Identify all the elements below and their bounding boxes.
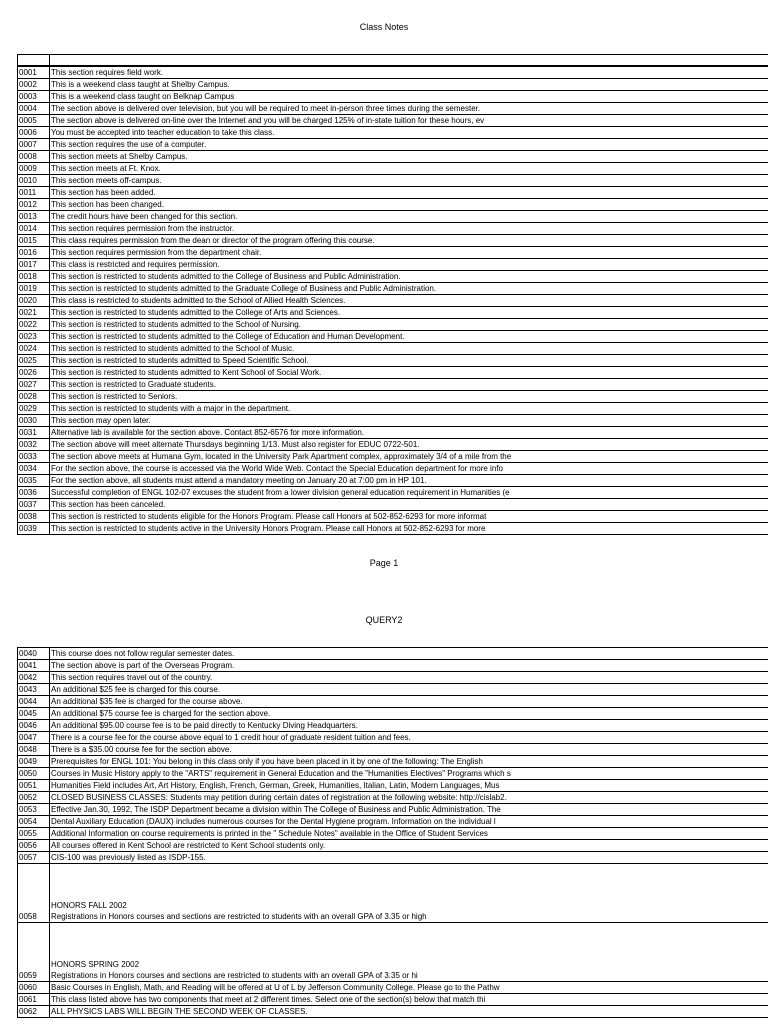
- table-row: [18, 103, 768, 115]
- note-code: 0005: [18, 115, 50, 127]
- table-row: [18, 319, 768, 331]
- note-text: This is a weekend class taught at Shelby Campus.: [50, 79, 768, 91]
- note-code: 0031: [18, 427, 50, 439]
- note-text: This section is restricted to students admitted to the College of Education and Human Development.: [50, 331, 768, 343]
- note-text: This section has been added.: [50, 187, 768, 199]
- note-text: Effective Jan.30, 1992, The ISDP Department became a division within The College of Business and Public Administration. The: [50, 804, 768, 816]
- note-code: 0033: [18, 451, 50, 463]
- note-code: 0021: [18, 307, 50, 319]
- note-text: This section has been canceled.: [50, 499, 768, 511]
- note-text: There is a $35.00 course fee for the section above.: [50, 744, 768, 756]
- note-code: 0026: [18, 367, 50, 379]
- note-text: There is a course fee for the course above equal to 1 credit hour of graduate resident tuition and fees.: [50, 732, 768, 744]
- table-row: [18, 367, 768, 379]
- table-row: [18, 127, 768, 139]
- note-code: 0025: [18, 355, 50, 367]
- note-code: 0055: [18, 828, 50, 840]
- note-code: 0045: [18, 708, 50, 720]
- table-row: [18, 732, 768, 744]
- note-code: 0042: [18, 672, 50, 684]
- table-row: [18, 648, 768, 660]
- header-code-cell: [18, 55, 50, 67]
- note-text: Dental Auxiliary Education (DAUX) includes numerous courses for the Dental Hygiene program. Information on the individual l: [50, 816, 768, 828]
- note-text: This section is restricted to students with a major in the department.: [50, 403, 768, 415]
- table-row: [18, 247, 768, 259]
- note-code: 0054: [18, 816, 50, 828]
- note-text: Prerequisites for ENGL 101: You belong in this class only if you have been placed in it by one of the following: The English: [50, 756, 768, 768]
- note-text-line: Registrations in Honors courses and sections are restricted to students with an overall GPA of 3.35 or hi: [51, 971, 418, 980]
- table-row: [18, 792, 768, 804]
- note-text: The section above is delivered over television, but you will be required to meet in-person three times during the semester.: [50, 103, 768, 115]
- table-row: [18, 415, 768, 427]
- note-text: An additional $75 course fee is charged for the section above.: [50, 708, 768, 720]
- note-code: 0047: [18, 732, 50, 744]
- note-text: This section is restricted to Graduate students.: [50, 379, 768, 391]
- note-code: 0035: [18, 475, 50, 487]
- note-text: [50, 923, 768, 982]
- note-text: This is a weekend class taught on Belknap Campus: [50, 91, 768, 103]
- note-code: 0008: [18, 151, 50, 163]
- note-text: This section is restricted to students admitted to the Graduate College of Business and Public Administration.: [50, 283, 768, 295]
- table-row: [18, 696, 768, 708]
- table-row: [18, 828, 768, 840]
- table-row: [18, 463, 768, 475]
- table-row: [18, 923, 768, 982]
- note-code: 0049: [18, 756, 50, 768]
- note-code: 0001: [18, 66, 50, 79]
- note-text: This section is restricted to students admitted to Kent School of Social Work.: [50, 367, 768, 379]
- note-text: This course does not follow regular semester dates.: [50, 648, 768, 660]
- table-row: [18, 343, 768, 355]
- note-text: This section is restricted to Seniors.: [50, 391, 768, 403]
- note-code: 0009: [18, 163, 50, 175]
- table-row: [18, 79, 768, 91]
- note-code: 0002: [18, 79, 50, 91]
- note-code: 0061: [18, 994, 50, 1006]
- table-row: [18, 804, 768, 816]
- note-code: 0057: [18, 852, 50, 864]
- note-code: 0056: [18, 840, 50, 852]
- note-text: This section requires permission from the instructor.: [50, 223, 768, 235]
- note-code: 0012: [18, 199, 50, 211]
- note-code: 0051: [18, 780, 50, 792]
- note-text: This section requires travel out of the country.: [50, 672, 768, 684]
- note-text: This section has been changed.: [50, 199, 768, 211]
- table-row: [18, 163, 768, 175]
- note-code: 0041: [18, 660, 50, 672]
- table-row: [18, 66, 768, 79]
- note-text: For the section above, the course is accessed via the World Wide Web. Contact the Special Education department for more info: [50, 463, 768, 475]
- note-code: 0043: [18, 684, 50, 696]
- note-code: 0060: [18, 982, 50, 994]
- table-row: [18, 295, 768, 307]
- note-code: 0028: [18, 391, 50, 403]
- note-text: An additional $35 fee is charged for the course above.: [50, 696, 768, 708]
- note-code: 0048: [18, 744, 50, 756]
- note-code: 0020: [18, 295, 50, 307]
- page-1-title: Class Notes: [359, 22, 409, 32]
- note-text: This class listed above has two components that meet at 2 different times. Select one of the section(s) below that match thi: [50, 994, 768, 1006]
- note-text-line: Registrations in Honors courses and sections are restricted to students with an overall GPA of 3.35 or high: [51, 912, 427, 921]
- header-text-cell: [50, 55, 768, 67]
- table-row: [18, 259, 768, 271]
- note-code: 0006: [18, 127, 50, 139]
- note-code: 0011: [18, 187, 50, 199]
- note-code: 0013: [18, 211, 50, 223]
- table-row: [18, 187, 768, 199]
- note-text: This section is restricted to students admitted to the College of Business and Public Administration.: [50, 271, 768, 283]
- note-text: Basic Courses in English, Math, and Reading will be offered at U of L by Jefferson Community College. Please go to the Pathw: [50, 982, 768, 994]
- table-row: [18, 379, 768, 391]
- note-code: 0037: [18, 499, 50, 511]
- note-code: 0015: [18, 235, 50, 247]
- table-row: [18, 439, 768, 451]
- note-text: This section may open later.: [50, 415, 768, 427]
- note-code: 0034: [18, 463, 50, 475]
- note-code: 0053: [18, 804, 50, 816]
- table-row: [18, 175, 768, 187]
- note-code: 0029: [18, 403, 50, 415]
- page-1-footer: Page 1: [369, 558, 399, 568]
- table-row: [18, 684, 768, 696]
- note-text: For the section above, all students must attend a mandatory meeting on January 20 at 7:00 pm in HP 101.: [50, 475, 768, 487]
- note-heading: HONORS FALL 2002: [51, 901, 127, 910]
- table-row: [18, 235, 768, 247]
- note-heading: HONORS SPRING 2002: [51, 960, 140, 969]
- table-row: [18, 427, 768, 439]
- note-code: 0018: [18, 271, 50, 283]
- note-text: You must be accepted into teacher education to take this class.: [50, 127, 768, 139]
- table-header-row: [18, 55, 768, 67]
- table-row: [18, 816, 768, 828]
- class-notes-table-page-2: [17, 647, 768, 1018]
- note-code: 0017: [18, 259, 50, 271]
- note-code: 0052: [18, 792, 50, 804]
- note-text: This section requires permission from the department chair.: [50, 247, 768, 259]
- note-text: CIS-100 was previously listed as ISDP-155.: [50, 852, 768, 864]
- note-text: This section is restricted to students admitted to Speed Scientific School.: [50, 355, 768, 367]
- note-text: An additional $95.00 course fee is to be paid directly to Kentucky Diving Headquarters.: [50, 720, 768, 732]
- note-code: 0014: [18, 223, 50, 235]
- table-row: [18, 982, 768, 994]
- table-row: [18, 355, 768, 367]
- table-row: [18, 840, 768, 852]
- table-row: [18, 523, 768, 535]
- table-row: [18, 487, 768, 499]
- table-row: [18, 756, 768, 768]
- table-row: [18, 994, 768, 1006]
- note-code: 0046: [18, 720, 50, 732]
- table-row: [18, 139, 768, 151]
- note-code: 0062: [18, 1006, 50, 1018]
- note-code: 0044: [18, 696, 50, 708]
- table-row: [18, 403, 768, 415]
- note-code: 0039: [18, 523, 50, 535]
- note-code: 0016: [18, 247, 50, 259]
- table-row: [18, 391, 768, 403]
- table-row: [18, 283, 768, 295]
- note-text: CLOSED BUSINESS CLASSES: Students may petition during certain dates of registration at the following website: http://cislab2.: [50, 792, 768, 804]
- note-text: The section above is part of the Overseas Program.: [50, 660, 768, 672]
- note-code: 0022: [18, 319, 50, 331]
- note-text: All courses offered in Kent School are restricted to Kent School students only.: [50, 840, 768, 852]
- note-code: 0032: [18, 439, 50, 451]
- page-2-title: QUERY2: [365, 615, 403, 625]
- note-code: 0024: [18, 343, 50, 355]
- note-text: This section meets at Ft. Knox.: [50, 163, 768, 175]
- note-text: The section above will meet alternate Thursdays beginning 1/13. Must also register for EDUC 0722-501.: [50, 439, 768, 451]
- table-row: [18, 307, 768, 319]
- note-text: The credit hours have been changed for this section.: [50, 211, 768, 223]
- note-code: 0030: [18, 415, 50, 427]
- note-text: An additional $25 fee is charged for this course.: [50, 684, 768, 696]
- note-text: Courses in Music History apply to the "ARTS" requirement in General Education and the "Humanities Electives" Programs which s: [50, 768, 768, 780]
- note-code: 0038: [18, 511, 50, 523]
- table-row: [18, 660, 768, 672]
- note-text: Humanities Field includes Art, Art History, English, French, German, Greek, Humanities, Italian, Latin, Modern Languages, Mus: [50, 780, 768, 792]
- table-row: [18, 864, 768, 923]
- table-row: [18, 768, 768, 780]
- note-text: Successful completion of ENGL 102-07 excuses the student from a lower division general education requirement in Humanities (e: [50, 487, 768, 499]
- note-code: 0036: [18, 487, 50, 499]
- note-code: 0010: [18, 175, 50, 187]
- table-row: [18, 223, 768, 235]
- note-code: 0040: [18, 648, 50, 660]
- table-row: [18, 271, 768, 283]
- table-row: [18, 475, 768, 487]
- note-text: This class is restricted to students admitted to the School of Allied Health Sciences.: [50, 295, 768, 307]
- note-text: The section above is delivered on-line over the Internet and you will be charged 125% of in-state tuition for these hours, ev: [50, 115, 768, 127]
- table-row: [18, 199, 768, 211]
- note-text: ALL PHYSICS LABS WILL BEGIN THE SECOND WEEK OF CLASSES.: [50, 1006, 768, 1018]
- note-code: 0003: [18, 91, 50, 103]
- note-code: 0059: [18, 923, 50, 982]
- note-text: This section is restricted to students eligible for the Honors Program. Please call Honors at 502-852-6293 for more informat: [50, 511, 768, 523]
- table-row: [18, 151, 768, 163]
- table-row: [18, 211, 768, 223]
- note-text: [50, 864, 768, 923]
- table-row: [18, 852, 768, 864]
- table-row: [18, 91, 768, 103]
- note-code: 0058: [18, 864, 50, 923]
- note-code: 0019: [18, 283, 50, 295]
- table-row: [18, 331, 768, 343]
- class-notes-table-page-1: [17, 54, 768, 535]
- note-text: This section meets off-campus.: [50, 175, 768, 187]
- table-row: [18, 744, 768, 756]
- note-text: Additional Information on course requirements is printed in the " Schedule Notes" available in the Office of Student Services: [50, 828, 768, 840]
- table-row: [18, 511, 768, 523]
- note-code: 0007: [18, 139, 50, 151]
- note-code: 0004: [18, 103, 50, 115]
- note-text: This section meets at Shelby Campus.: [50, 151, 768, 163]
- note-text: This section is restricted to students admitted to the College of Arts and Sciences.: [50, 307, 768, 319]
- table-row: [18, 708, 768, 720]
- note-text: This class requires permission from the dean or director of the program offering this course.: [50, 235, 768, 247]
- note-code: 0023: [18, 331, 50, 343]
- note-text: Alternative lab is available for the section above. Contact 852-6576 for more information.: [50, 427, 768, 439]
- note-text: This section is restricted to students active in the University Honors Program. Please call Honors at 502-852-6293 for more: [50, 523, 768, 535]
- table-row: [18, 780, 768, 792]
- note-text: This section requires the use of a computer.: [50, 139, 768, 151]
- note-text: The section above meets at Humana Gym, located in the University Park Apartment complex, approximately 3/4 of a mile from the: [50, 451, 768, 463]
- note-text: This section requires field work.: [50, 66, 768, 79]
- table-row: [18, 1006, 768, 1018]
- table-row: [18, 451, 768, 463]
- table-row: [18, 720, 768, 732]
- note-code: 0050: [18, 768, 50, 780]
- table-row: [18, 115, 768, 127]
- note-text: This class is restricted and requires permission.: [50, 259, 768, 271]
- note-text: This section is restricted to students admitted to the School of Music.: [50, 343, 768, 355]
- note-text: This section is restricted to students admitted to the School of Nursing.: [50, 319, 768, 331]
- note-code: 0027: [18, 379, 50, 391]
- table-row: [18, 672, 768, 684]
- table-row: [18, 499, 768, 511]
